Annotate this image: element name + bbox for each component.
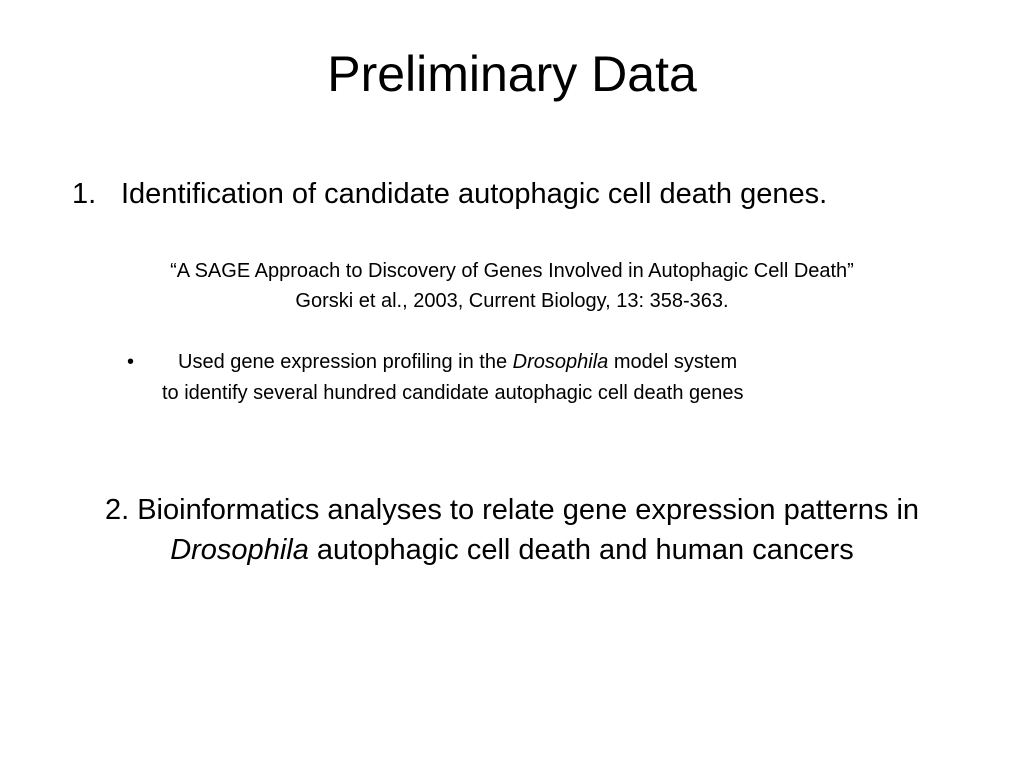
point2-italic: Drosophila [170,534,309,566]
point-number: 1. [72,178,97,210]
citation-reference: Gorski et al., 2003, Current Biology, 13: 358-363. [295,290,729,312]
citation [0,256,1024,316]
bullet-point [0,347,1024,409]
slide-title: Preliminary Data [327,46,697,102]
bullet-text-line-1 [178,347,737,377]
bullet-icon: • [127,351,135,373]
point2-text-after: autophagic cell death and human cancers [308,534,854,566]
citation-title: “A SAGE Approach to Discovery of Genes Involved in Autophagic Cell Death” [170,260,854,282]
bullet-text-italic: Drosophila [512,351,609,373]
point-text: Identification of candidate autophagic cell death genes. [121,178,828,210]
bullet-text-line-2: to identify several hundred candidate autophagic cell death genes [162,382,744,404]
point2-line-1: 2. Bioinformatics analyses to relate gene expression patterns in [104,494,920,526]
bullet-text-before: Used gene expression profiling in the [178,351,513,373]
point2-line-2 [0,530,1024,570]
numbered-point-2 [0,490,1024,570]
bullet-text-after: model system [608,351,738,373]
numbered-point-1 [0,174,1024,214]
